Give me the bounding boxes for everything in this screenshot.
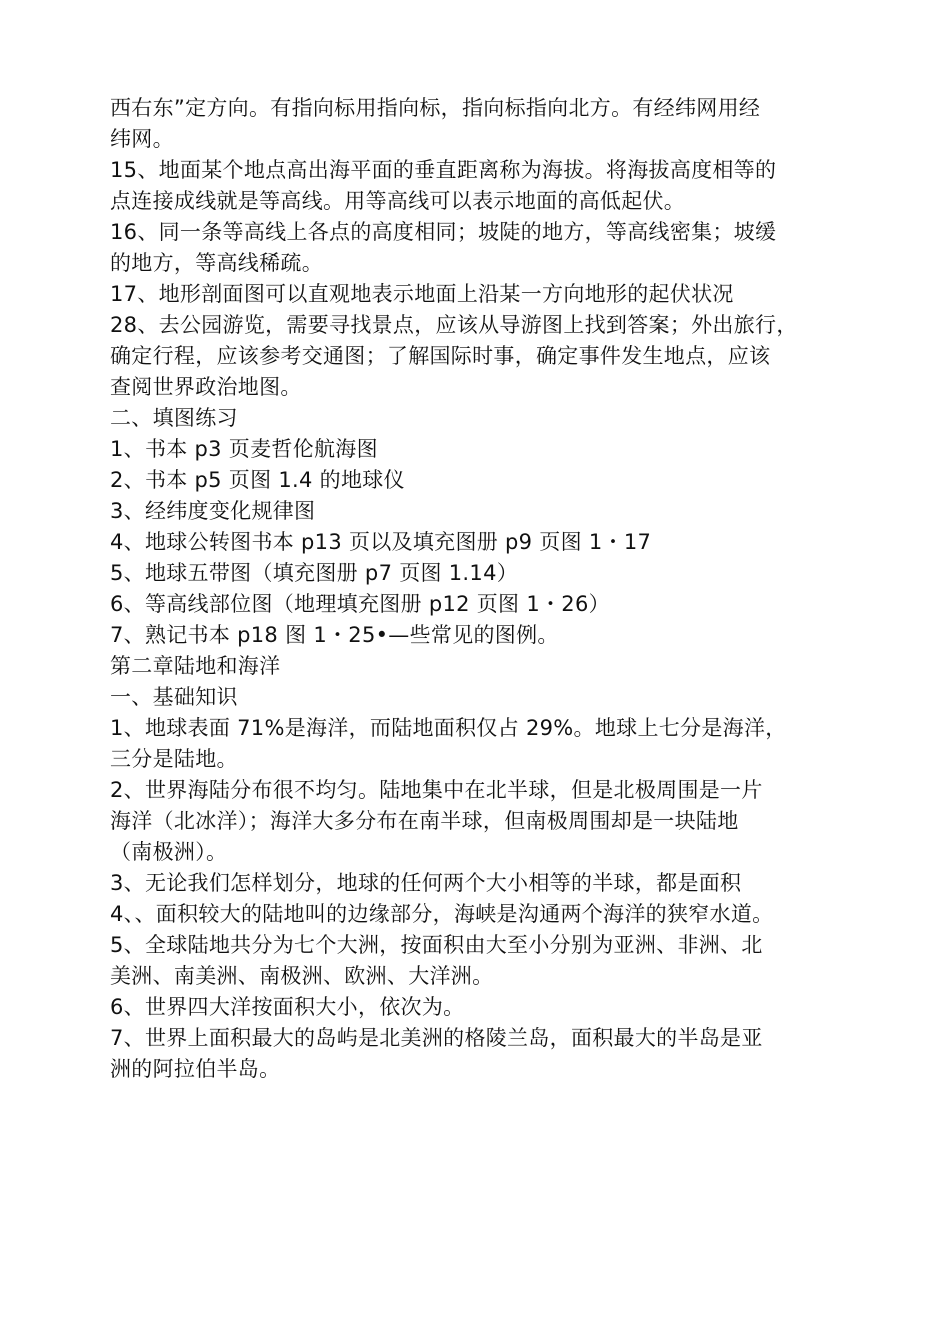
text-line: 点连接成线就是等高线。用等高线可以表示地面的高低起伏。: [110, 189, 686, 213]
text-line: 3、经纬度变化规律图: [110, 499, 316, 523]
text-line: 1、书本 p3 页麦哲伦航海图: [110, 437, 378, 461]
text-line: 28、去公园游览，需要寻找景点，应该从导游图上找到答案；外出旅行，: [110, 313, 798, 337]
text-line: 17、地形剖面图可以直观地表示地面上沿某一方向地形的起伏状况: [110, 282, 734, 306]
text-line: （南极洲）。: [110, 840, 228, 864]
text-line: 三分是陆地。: [110, 747, 238, 771]
section-heading: 一、基础知识: [110, 685, 238, 709]
text-line: 确定行程，应该参考交通图；了解国际时事，确定事件发生地点，应该: [110, 344, 771, 368]
text-line: 1、地球表面 71%是海洋，而陆地面积仅占 29%。地球上七分是海洋，: [110, 716, 787, 740]
text-line: 洲的阿拉伯半岛。: [110, 1057, 281, 1081]
text-line: 2、世界海陆分布很不均匀。陆地集中在北半球，但是北极周围是一片: [110, 778, 763, 802]
text-line: 16、同一条等高线上各点的高度相同；坡陡的地方，等高线密集；坡缓: [110, 220, 777, 244]
text-line: 5、地球五带图（填充图册 p7 页图 1.14）: [110, 561, 519, 585]
text-line: 的地方，等高线稀疏。: [110, 251, 323, 275]
text-line: 2、书本 p5 页图 1.4 的地球仪: [110, 468, 405, 492]
text-line: 3、无论我们怎样划分，地球的任何两个大小相等的半球，都是面积: [110, 871, 742, 895]
text-line: 7、世界上面积最大的岛屿是北美洲的格陵兰岛，面积最大的半岛是亚: [110, 1026, 763, 1050]
text-line: 6、等高线部位图（地理填充图册 p12 页图 1・26）: [110, 592, 610, 616]
chapter-heading: 第二章陆地和海洋: [110, 654, 281, 678]
text-line: 7、熟记书本 p18 图 1・25•—些常见的图例。: [110, 623, 559, 647]
section-heading: 二、填图练习: [110, 406, 238, 430]
text-line: 海洋（北冰洋）；海洋大多分布在南半球，但南极周围却是一块陆地: [110, 809, 739, 833]
text-line: 美洲、南美洲、南极洲、欧洲、大洋洲。: [110, 964, 494, 988]
text-line: 5、全球陆地共分为七个大洲，按面积由大至小分别为亚洲、非洲、北: [110, 933, 763, 957]
text-line: 6、世界四大洋按面积大小，依次为。: [110, 995, 465, 1019]
text-line: 查阅世界政治地图。: [110, 375, 302, 399]
text-line: 4、地球公转图书本 p13 页以及填充图册 p9 页图 1・17: [110, 530, 652, 554]
text-line: 15、地面某个地点高出海平面的垂直距离称为海拔。将海拔高度相等的: [110, 158, 777, 182]
text-line: 4、、面积较大的陆地叫的边缘部分，海峡是沟通两个海洋的狭窄水道。: [110, 902, 774, 926]
text-line: 纬网。: [110, 127, 174, 151]
text-line: 西右东”定方向。有指向标用指向标，指向标指向北方。有经纬网用经: [110, 96, 761, 120]
document-body: [110, 93, 860, 1085]
